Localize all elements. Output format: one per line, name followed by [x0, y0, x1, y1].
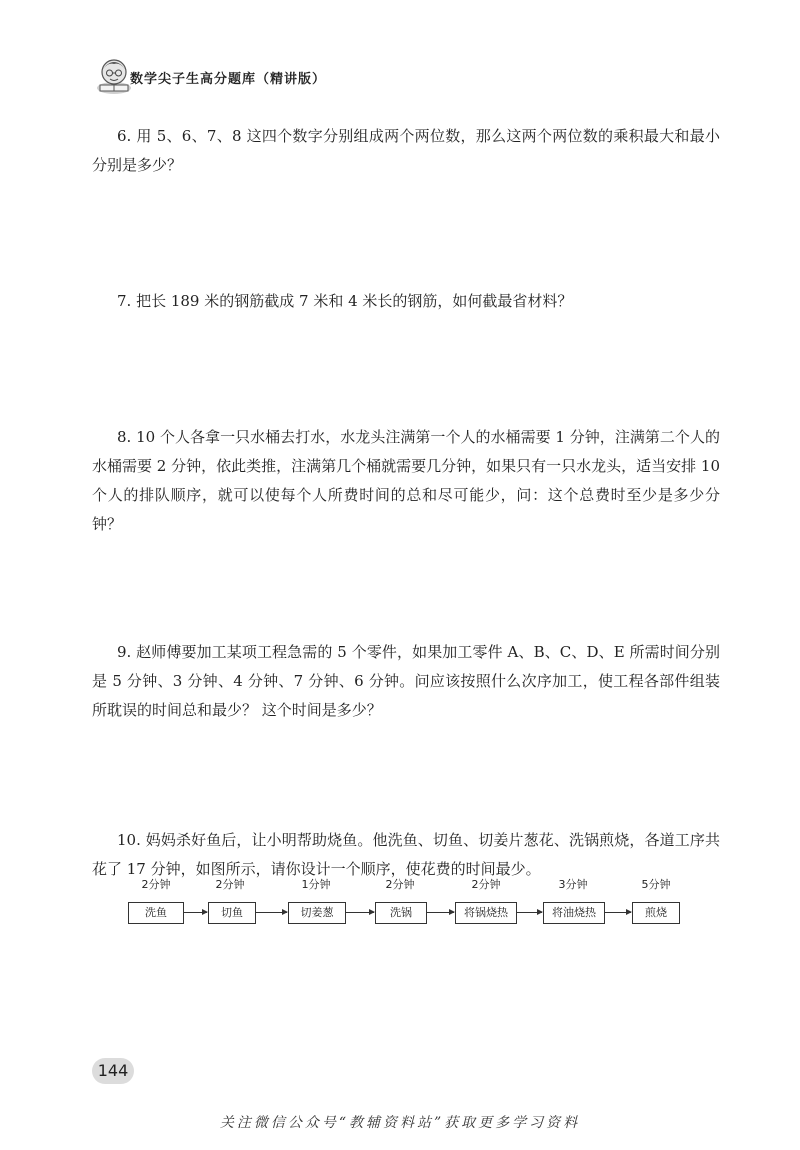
arrow-right-icon [255, 912, 287, 913]
step-time: 2分钟 [141, 878, 171, 891]
flow-step-box: 将油烧热 [543, 902, 605, 924]
flow-step-box: 煎烧 [632, 902, 680, 924]
series-title: 数学尖子生高分题库（精讲版） [130, 72, 327, 87]
problem-6: 6. 用 5、6、7、8 这四个数字分别组成两个两位数，那么这两个两位数的乘积最大和最小分别是多少？ [92, 127, 720, 174]
flow-step-box: 洗鱼 [128, 902, 184, 924]
problem-10: 10. 妈妈杀好鱼后，让小明帮助烧鱼。他洗鱼、切鱼、切姜片葱花、洗锅煎烧，各道工序共花了 17 分钟，如图所示，请你设计一个顺序，使花费的时间最少。 [92, 831, 720, 878]
step-time: 2分钟 [385, 878, 415, 891]
step-time: 2分钟 [471, 878, 501, 891]
step-time: 3分钟 [558, 878, 588, 891]
problem-9: 9. 赵师傅要加工某项工程急需的 5 个零件，如果加工零件 A、B、C、D、E 所需时间分别是 5 分钟、3 分钟、4 分钟、7 分钟、6 分钟。问应该按照什么次序加工，使工程各部件组装所耽误的时间总和最少？ 这个时间是多少？ [92, 643, 720, 719]
footer-note: 关注微信公众号“教辅资料站”获取更多学习资料 [219, 1115, 581, 1131]
flow-step-box: 切姜葱 [288, 902, 346, 924]
flow-step-box: 将锅烧热 [455, 902, 517, 924]
page-number: 144 [92, 1058, 134, 1084]
arrow-right-icon [345, 912, 374, 913]
problem-8: 8. 10 个人各拿一只水桶去打水，水龙头注满第一个人的水桶需要 1 分钟，注满第二个人的水桶需要 2 分钟，依此类推，注满第几个桶就需要几分钟，如果只有一只水龙头，适当安排 10 个人的排队顺序，就可以使每个人所费时间的总和尽可能少，问：这个总费时至少是多少分钟？ [92, 428, 720, 533]
page-header [92, 52, 752, 96]
step-time: 5分钟 [641, 878, 671, 891]
flow-step-box: 切鱼 [208, 902, 256, 924]
step-time: 2分钟 [215, 878, 245, 891]
flow-step-box: 洗锅 [375, 902, 427, 924]
arrow-right-icon [604, 912, 631, 913]
arrow-right-icon [516, 912, 542, 913]
step-time: 1分钟 [301, 878, 331, 891]
arrow-right-icon [426, 912, 454, 913]
problem-7: 7. 把长 189 米的钢筋截成 7 米和 4 米长的钢筋，如何截最省材料？ [117, 292, 573, 310]
arrow-right-icon [183, 912, 207, 913]
